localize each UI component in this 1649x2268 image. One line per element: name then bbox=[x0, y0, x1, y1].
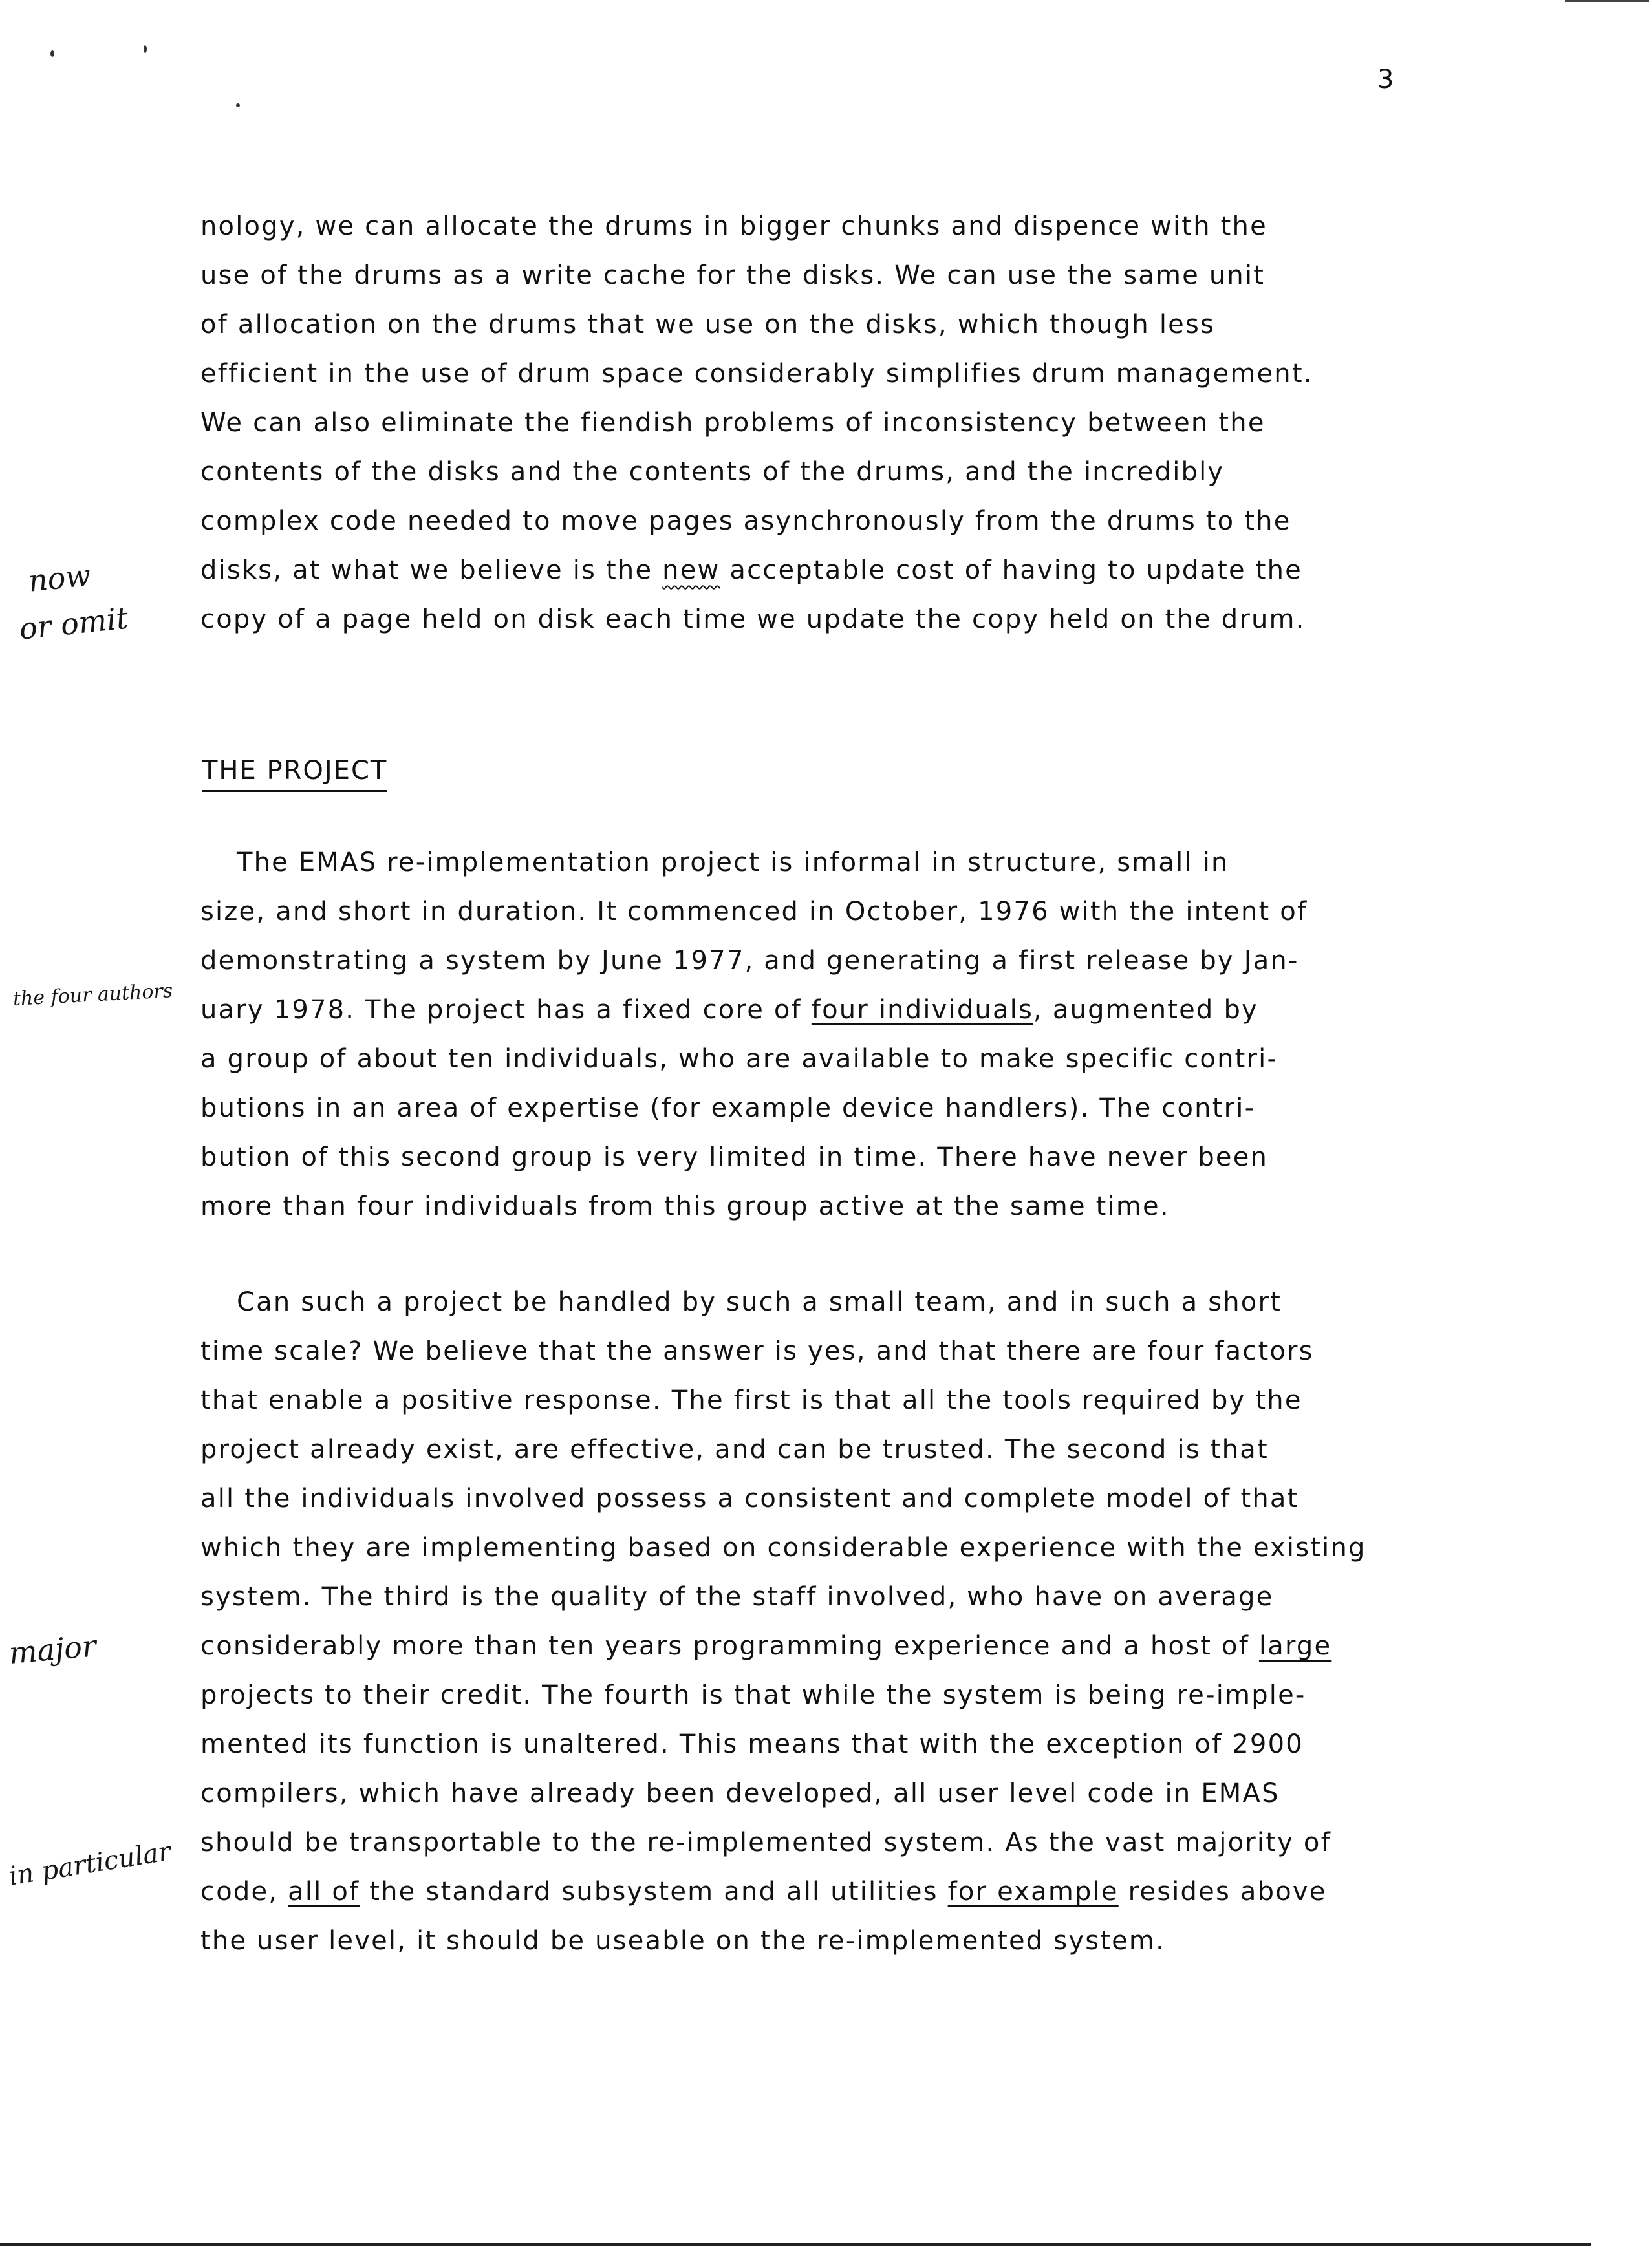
text-line: should be transportable to the re-implemented system. As the vast majority of bbox=[200, 1828, 1331, 1857]
scan-speck bbox=[50, 50, 54, 57]
top-edge-rule bbox=[1565, 0, 1649, 2]
margin-note-or-omit: or omit bbox=[17, 600, 130, 647]
page-number: 3 bbox=[1377, 65, 1394, 94]
margin-note-major: major bbox=[7, 1628, 98, 1671]
text-line: contents of the disks and the contents of the drums, and the incredibly bbox=[200, 457, 1225, 487]
underlined-large: large bbox=[1258, 1631, 1332, 1661]
text-line: copy of a page held on disk each time we update the copy held on the drum. bbox=[200, 604, 1306, 634]
underlined-all-of: all of bbox=[288, 1877, 360, 1907]
underlined-four-individuals: four individuals bbox=[811, 995, 1034, 1025]
text-line: size, and short in duration. It commenced in October, 1976 with the intent of bbox=[200, 897, 1308, 926]
text-line: butions in an area of expertise (for example device handlers). The contri- bbox=[200, 1093, 1256, 1123]
text-line: Can such a project be handled by such a small team, and in such a short bbox=[237, 1287, 1282, 1317]
text-fragment: acceptable cost of having to update the bbox=[720, 555, 1302, 585]
text-line: nology, we can allocate the drums in bigger chunks and dispence with the bbox=[200, 211, 1267, 241]
text-line: that enable a positive response. The first is that all the tools required by the bbox=[200, 1385, 1302, 1415]
text-line: of allocation on the drums that we use on the disks, which though less bbox=[200, 310, 1216, 339]
text-fragment: resides above bbox=[1118, 1877, 1327, 1907]
text-line: demonstrating a system by June 1977, and generating a first release by Jan- bbox=[200, 946, 1299, 976]
text-line bbox=[200, 1867, 1533, 1916]
text-line: a group of about ten individuals, who are available to make specific contri- bbox=[200, 1044, 1278, 1074]
text-line: more than four individuals from this group active at the same time. bbox=[200, 1192, 1170, 1221]
text-line: system. The third is the quality of the staff involved, who have on average bbox=[200, 1582, 1274, 1612]
text-fragment: the standard subsystem and all utilities bbox=[360, 1877, 948, 1907]
text-fragment: , augmented by bbox=[1033, 995, 1258, 1025]
text-line: complex code needed to move pages asynchronously from the drums to the bbox=[200, 506, 1291, 536]
text-line: which they are implementing based on considerable experience with the existing bbox=[200, 1533, 1366, 1563]
text-line: time scale? We believe that the answer is yes, and that there are four factors bbox=[200, 1336, 1314, 1366]
underlined-for-example: for example bbox=[947, 1877, 1119, 1907]
text-line: mented its function is unaltered. This means that with the exception of 2900 bbox=[200, 1729, 1304, 1759]
text-line: project already exist, are effective, and can be trusted. The second is that bbox=[200, 1435, 1269, 1464]
text-line bbox=[200, 1621, 1533, 1671]
text-fragment: uary 1978. The project has a fixed core of bbox=[200, 995, 812, 1025]
text-line: use of the drums as a write cache for the disks. We can use the same unit bbox=[200, 261, 1266, 290]
marked-word-new: new bbox=[662, 555, 720, 585]
text-fragment: considerably more than ten years programming experience and a host of bbox=[200, 1631, 1259, 1661]
text-line: compilers, which have already been developed, all user level code in EMAS bbox=[200, 1779, 1280, 1808]
bottom-edge-rule bbox=[0, 2243, 1591, 2246]
text-line: bution of this second group is very limited in time. There have never been bbox=[200, 1142, 1269, 1172]
scan-speck bbox=[144, 45, 147, 53]
paragraph-factors bbox=[200, 1278, 1533, 1965]
section-heading: THE PROJECT bbox=[202, 751, 387, 792]
margin-note-in-particular: in particular bbox=[6, 1836, 173, 1892]
text-line: We can also eliminate the fiendish problems of inconsistency between the bbox=[200, 408, 1266, 438]
margin-note-four-authors: the four authors bbox=[12, 979, 173, 1011]
text-fragment: disks, at what we believe is the bbox=[200, 555, 663, 585]
text-line bbox=[200, 985, 1533, 1034]
text-line bbox=[200, 546, 1533, 595]
text-line: all the individuals involved possess a consistent and complete model of that bbox=[200, 1484, 1299, 1514]
text-line: The EMAS re-implementation project is informal in structure, small in bbox=[237, 848, 1229, 877]
text-line: projects to their credit. The fourth is that while the system is being re-imple- bbox=[200, 1680, 1306, 1710]
paragraph-project bbox=[200, 838, 1533, 1231]
margin-note-now: now bbox=[27, 557, 92, 599]
scan-speck bbox=[236, 103, 240, 107]
text-line: efficient in the use of drum space considerably simplifies drum management. bbox=[200, 359, 1313, 389]
text-fragment: code, bbox=[200, 1877, 288, 1907]
paragraph-drums bbox=[200, 202, 1533, 644]
text-line: the user level, it should be useable on the re-implemented system. bbox=[200, 1926, 1166, 1956]
